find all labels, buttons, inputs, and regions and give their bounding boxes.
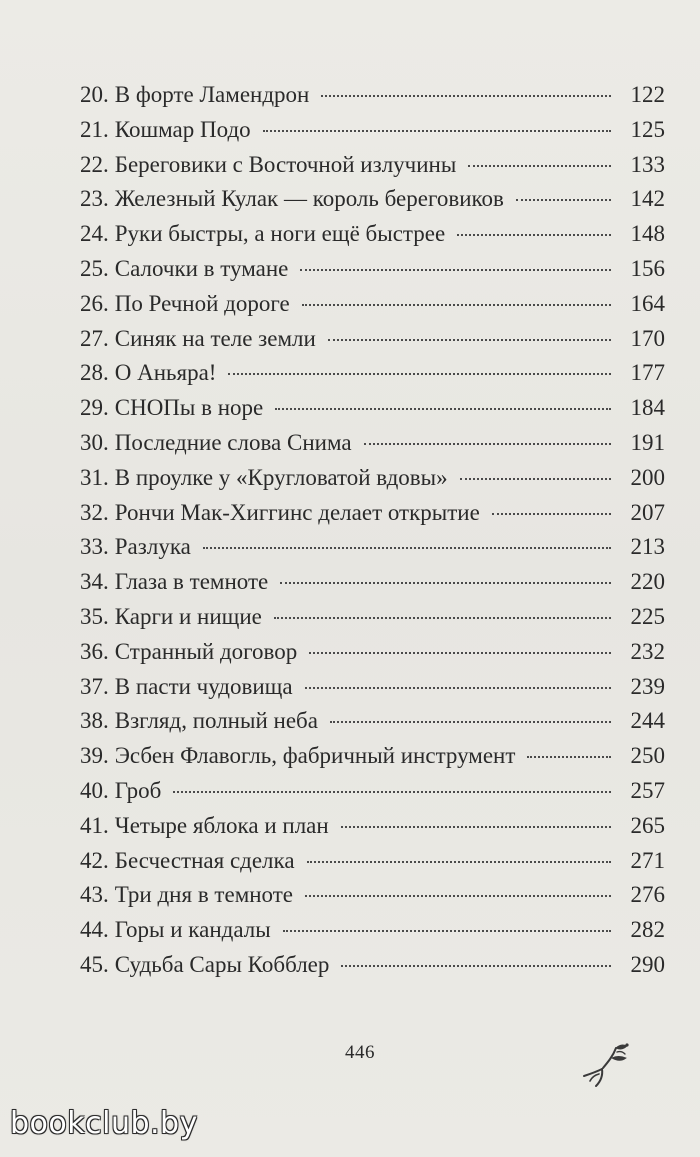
- chapter-title: В форте Ламендрон: [114, 82, 310, 107]
- chapter-page: 225: [630, 603, 665, 629]
- chapter-number: 41.: [80, 812, 109, 838]
- dot-leader: [280, 582, 611, 584]
- toc-entry: [80, 635, 665, 670]
- chapter-title: Странный договор: [114, 638, 298, 664]
- dot-leader: [307, 861, 611, 863]
- chapter-title: Салочки в тумане: [114, 255, 289, 281]
- chapter-number: 30.: [80, 429, 109, 455]
- chapter-page: 122: [630, 82, 665, 107]
- dot-leader: [527, 756, 611, 758]
- page-number: 446: [345, 1042, 375, 1063]
- chapter-number: 34.: [80, 569, 109, 595]
- chapter-title: Разлука: [114, 534, 191, 560]
- chapter-title: Эсбен Флавогль, фабричный инструмент: [114, 743, 516, 769]
- toc-entry: [80, 78, 665, 113]
- toc-entry: [80, 182, 665, 217]
- dot-leader: [283, 930, 611, 932]
- chapter-number: 39.: [80, 743, 109, 769]
- chapter-number: 29.: [80, 395, 109, 421]
- toc-entry: [80, 739, 665, 774]
- chapter-page: 276: [630, 882, 665, 908]
- toc-entry: [80, 217, 665, 252]
- chapter-title: Руки быстры, а ноги ещё быстрее: [114, 221, 446, 247]
- dot-leader: [275, 408, 611, 410]
- toc-entry: [80, 148, 665, 183]
- chapter-page: 133: [630, 151, 665, 177]
- toc-entry: [80, 113, 665, 148]
- dot-leader: [341, 965, 611, 967]
- chapter-page: 148: [630, 221, 665, 247]
- chapter-number: 28.: [80, 360, 109, 386]
- chapter-number: 42.: [80, 847, 109, 873]
- chapter-number: 35.: [80, 603, 109, 629]
- chapter-page: 200: [630, 464, 665, 490]
- toc-entry: [80, 530, 665, 565]
- chapter-number: 27.: [80, 325, 109, 351]
- chapter-page: 265: [630, 812, 665, 838]
- chapter-number: 32.: [80, 499, 109, 525]
- chapter-title: Карги и нищие: [114, 603, 262, 629]
- chapter-number: 45.: [80, 951, 109, 977]
- chapter-number: 25.: [80, 255, 109, 281]
- chapter-page: 250: [630, 743, 665, 769]
- dot-leader: [203, 547, 611, 549]
- chapter-page: 232: [630, 638, 665, 664]
- chapter-number: 44.: [80, 917, 109, 943]
- toc-entry: [80, 844, 665, 879]
- toc-entry: [80, 774, 665, 809]
- dot-leader: [460, 478, 611, 480]
- dot-leader: [492, 513, 611, 515]
- toc-entry: [80, 426, 665, 461]
- chapter-page: 142: [630, 186, 665, 212]
- chapter-page: 207: [630, 499, 665, 525]
- chapter-page: 244: [630, 708, 665, 734]
- dot-leader: [302, 304, 611, 306]
- chapter-page: 257: [630, 777, 665, 803]
- dot-leader: [321, 95, 611, 97]
- toc-entry: [80, 878, 665, 913]
- chapter-title: Кошмар Подо: [114, 116, 251, 142]
- dot-leader: [228, 373, 611, 375]
- chapter-page: 271: [630, 847, 665, 873]
- chapter-page: 213: [630, 534, 665, 560]
- dot-leader: [263, 130, 611, 132]
- dot-leader: [173, 791, 611, 793]
- chapter-title: Гроб: [114, 777, 162, 803]
- toc-entry: [80, 356, 665, 391]
- chapter-title: Рончи Мак-Хиггинс делает открытие: [114, 499, 480, 525]
- chapter-page: 177: [630, 360, 665, 386]
- chapter-title: Бесчестная сделка: [114, 847, 295, 873]
- chapter-page: 191: [630, 429, 665, 455]
- chapter-title: Судьба Сары Кобблер: [114, 951, 330, 977]
- chapter-number: 23.: [80, 186, 109, 212]
- chapter-title: Железный Кулак — король береговиков: [114, 186, 504, 212]
- dot-leader: [305, 687, 611, 689]
- toc-entry: [80, 391, 665, 426]
- toc-entry: [80, 670, 665, 705]
- watermark-text: bookclub.by: [10, 1106, 198, 1141]
- dot-leader: [274, 617, 611, 619]
- chapter-page: 184: [630, 395, 665, 421]
- dot-leader: [516, 199, 611, 201]
- table-of-contents: [80, 78, 665, 983]
- dot-leader: [300, 269, 611, 271]
- chapter-title: Три дня в темноте: [114, 882, 294, 908]
- chapter-number: 26.: [80, 290, 109, 316]
- chapter-title: СНОПы в норе: [114, 395, 264, 421]
- chapter-page: 239: [630, 673, 665, 699]
- toc-entry: [80, 913, 665, 948]
- chapter-title: По Речной дороге: [114, 290, 290, 316]
- dot-leader: [364, 443, 611, 445]
- toc-entry: [80, 322, 665, 357]
- dot-leader: [330, 721, 611, 723]
- chapter-number: 20.: [80, 82, 109, 107]
- toc-entry: [80, 287, 665, 322]
- dot-leader: [457, 234, 611, 236]
- toc-entry: [80, 461, 665, 496]
- chapter-page: 156: [630, 255, 665, 281]
- chapter-title: В пасти чудовища: [114, 673, 293, 699]
- chapter-title: Последние слова Снима: [114, 429, 352, 455]
- toc-entry: [80, 704, 665, 739]
- chapter-title: В проулке у «Кругловатой вдовы»: [114, 464, 448, 490]
- chapter-title: Синяк на теле земли: [114, 325, 316, 351]
- chapter-page: 164: [630, 290, 665, 316]
- chapter-title: О Аньяра!: [114, 360, 217, 386]
- chapter-page: 220: [630, 569, 665, 595]
- chapter-title: Четыре яблока и план: [114, 812, 329, 838]
- chapter-number: 21.: [80, 116, 109, 142]
- chapter-page: 282: [630, 917, 665, 943]
- chapter-number: 37.: [80, 673, 109, 699]
- dot-leader: [468, 165, 611, 167]
- chapter-page: 170: [630, 325, 665, 351]
- toc-entry: [80, 252, 665, 287]
- chapter-number: 31.: [80, 464, 109, 490]
- chapter-page: 290: [630, 951, 665, 977]
- toc-entry: [80, 565, 665, 600]
- chapter-title: Береговики с Восточной излучины: [114, 151, 457, 177]
- chapter-number: 24.: [80, 221, 109, 247]
- toc-entry: [80, 600, 665, 635]
- dot-leader: [309, 652, 611, 654]
- chapter-page: 125: [630, 116, 665, 142]
- toc-entry: [80, 948, 665, 983]
- chapter-number: 43.: [80, 882, 109, 908]
- chapter-title: Глаза в темноте: [114, 569, 269, 595]
- bird-sprig-icon: [576, 1036, 636, 1092]
- dot-leader: [341, 826, 611, 828]
- chapter-number: 40.: [80, 777, 109, 803]
- chapter-number: 36.: [80, 638, 109, 664]
- chapter-number: 22.: [80, 151, 109, 177]
- toc-entry: [80, 496, 665, 531]
- toc-entry: [80, 809, 665, 844]
- chapter-title: Взгляд, полный неба: [114, 708, 318, 734]
- chapter-number: 33.: [80, 534, 109, 560]
- dot-leader: [328, 339, 611, 341]
- chapter-number: 38.: [80, 708, 109, 734]
- dot-leader: [305, 895, 611, 897]
- chapter-title: Горы и кандалы: [114, 917, 271, 943]
